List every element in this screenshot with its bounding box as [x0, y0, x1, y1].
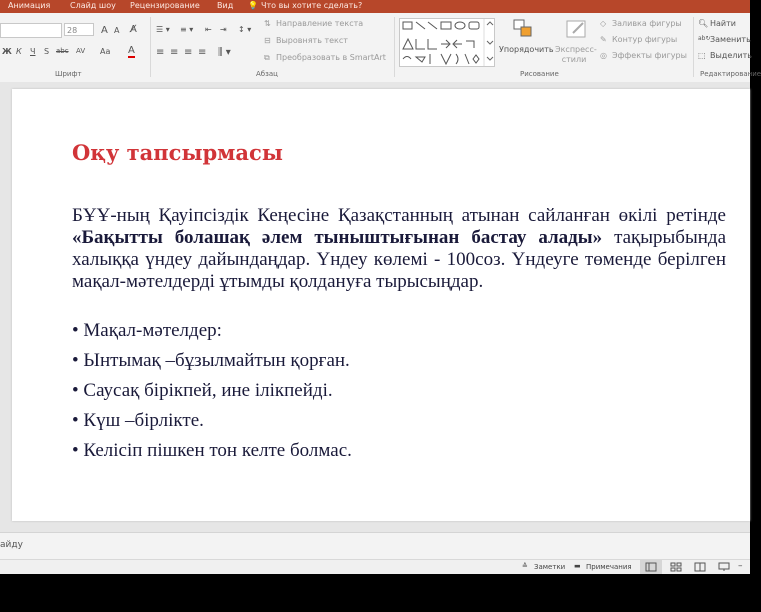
change-case-button[interactable]: Aa — [100, 47, 111, 56]
bullet-item[interactable]: • Мақал-мәтелдер: — [72, 320, 222, 341]
justify-icon[interactable]: ≡ — [198, 47, 207, 58]
shape-fill-button[interactable]: Заливка фигуры — [612, 19, 682, 28]
shape-outline-icon: ✎ — [600, 35, 607, 44]
shape-fill-icon: ◇ — [600, 19, 607, 28]
font-size-box[interactable]: 28 — [64, 23, 94, 36]
lightbulb-icon: 💡 — [248, 1, 258, 10]
tell-me-search[interactable]: Что вы хотите сделать? — [261, 1, 363, 10]
slide-paragraph[interactable] — [72, 205, 726, 293]
decrease-indent-icon[interactable]: ⇤ — [205, 25, 212, 34]
status-bar — [0, 559, 750, 575]
replace-icon: ab↻ — [698, 35, 711, 42]
line-spacing-icon[interactable]: ↕ ▾ — [238, 25, 252, 34]
divider — [693, 17, 694, 77]
shrink-font-icon[interactable]: A — [114, 26, 120, 35]
columns-icon[interactable]: ⫼ ▾ — [218, 47, 231, 58]
shape-effects-icon: ◎ — [600, 51, 607, 60]
text-direction-button[interactable]: Направление текста — [276, 19, 364, 28]
quick-styles-button[interactable]: Экспресс-стили — [555, 45, 597, 64]
divider — [150, 17, 151, 77]
arrange-button[interactable]: Упорядочить — [499, 45, 554, 54]
bullet-item[interactable]: • Саусақ бірікпей, ине ілікпейді. — [72, 380, 333, 401]
para-bold-text: «Бақытты болашақ әлем тыныштығынан бастау алады» — [72, 227, 603, 248]
tab-animation[interactable]: Анимация — [8, 1, 51, 10]
bullet-item[interactable]: • Ынтымақ –бұзылмайтын қорған. — [72, 350, 350, 371]
zoom-out-icon[interactable]: – — [738, 561, 743, 571]
italic-button[interactable]: К — [16, 47, 22, 56]
slideshow-icon[interactable] — [718, 562, 730, 572]
ribbon — [0, 13, 761, 83]
strikethrough-button[interactable]: abc — [56, 47, 69, 55]
smartart-button[interactable]: Преобразовать в SmartArt — [276, 53, 386, 62]
bullets-icon[interactable]: ☰ ▾ — [156, 25, 170, 34]
font-group-label: Шрифт — [55, 70, 82, 78]
divider — [394, 17, 395, 77]
shapes-gallery[interactable] — [399, 18, 495, 67]
normal-view-button[interactable] — [640, 560, 662, 574]
find-icon: 🔍︎ — [698, 19, 709, 28]
black-area — [0, 574, 750, 612]
para-text-1: БҰҰ-ның Қауіпсіздік Кеңесіне Қазақстанның атынан сайланған өкілі ретінде — [72, 205, 726, 226]
bullet-item[interactable]: • Келісіп пішкен тон келте болмас. — [72, 440, 352, 461]
shape-outline-button[interactable]: Контур фигуры — [612, 35, 678, 44]
shape-effects-button[interactable]: Эффекты фигуры — [612, 51, 687, 60]
align-right-icon[interactable]: ≡ — [184, 47, 193, 58]
bold-button[interactable]: Ж — [2, 47, 12, 56]
para-text-2: тақырыбында халыққа үндеу дайындаңдар. Үндеу көлемі - 100соз. Үндеуге төменде берілген мақал-мәтелдерді ұтымды қолдануға тырысыңдар. — [72, 227, 727, 292]
font-name-box[interactable] — [0, 23, 62, 38]
smartart-icon: ⧉ — [264, 53, 270, 62]
notes-placeholder: айду — [0, 540, 23, 550]
slide-title[interactable]: Оқу тапсырмасы — [72, 140, 283, 165]
tab-review[interactable]: Рецензирование — [130, 1, 200, 10]
bullet-item[interactable]: • Күш –бірлікте. — [72, 410, 204, 431]
quick-styles-icon — [565, 19, 589, 41]
char-spacing-button[interactable]: AV — [76, 47, 86, 55]
comments-icon: ▬ — [574, 562, 581, 570]
numbering-icon[interactable]: ≡ ▾ — [180, 25, 194, 34]
find-button[interactable]: Найти — [710, 19, 736, 28]
align-center-icon[interactable]: ≡ — [170, 47, 179, 58]
shadow-button[interactable]: S — [44, 47, 50, 56]
tab-view[interactable]: Вид — [217, 1, 234, 10]
clear-format-icon[interactable]: A̸ — [130, 24, 137, 35]
replace-button[interactable]: Заменить — [710, 35, 751, 44]
increase-indent-icon[interactable]: ⇥ — [220, 25, 227, 34]
notes-icon: ≙ — [522, 562, 528, 570]
comments-button[interactable]: Примечания — [586, 563, 632, 571]
paragraph-group-label: Абзац — [256, 70, 278, 78]
reading-view-icon[interactable] — [694, 562, 706, 572]
notes-button[interactable]: Заметки — [534, 563, 566, 571]
align-text-button[interactable]: Выровнять текст — [276, 36, 348, 45]
select-button[interactable]: Выделить — [710, 51, 752, 60]
shapes-gallery-icons — [400, 19, 494, 66]
text-direction-icon: ⇅ — [264, 19, 271, 28]
tab-slideshow[interactable]: Слайд шоу — [70, 1, 116, 10]
underline-button[interactable]: Ч — [30, 47, 36, 56]
ribbon-tabs-bar — [0, 0, 750, 13]
select-icon: ⬚ — [698, 51, 706, 60]
notes-pane[interactable] — [0, 532, 750, 560]
slide-sorter-icon[interactable] — [670, 562, 682, 572]
align-text-icon: ⊟ — [264, 36, 271, 45]
font-color-button[interactable]: A — [128, 45, 135, 56]
arrange-icon — [513, 19, 535, 39]
align-left-icon[interactable]: ≡ — [156, 47, 165, 58]
normal-view-icon — [640, 560, 662, 574]
grow-font-icon[interactable]: A — [101, 25, 108, 36]
drawing-group-label: Рисование — [520, 70, 559, 78]
editing-group-label: Редактирование — [700, 70, 761, 78]
